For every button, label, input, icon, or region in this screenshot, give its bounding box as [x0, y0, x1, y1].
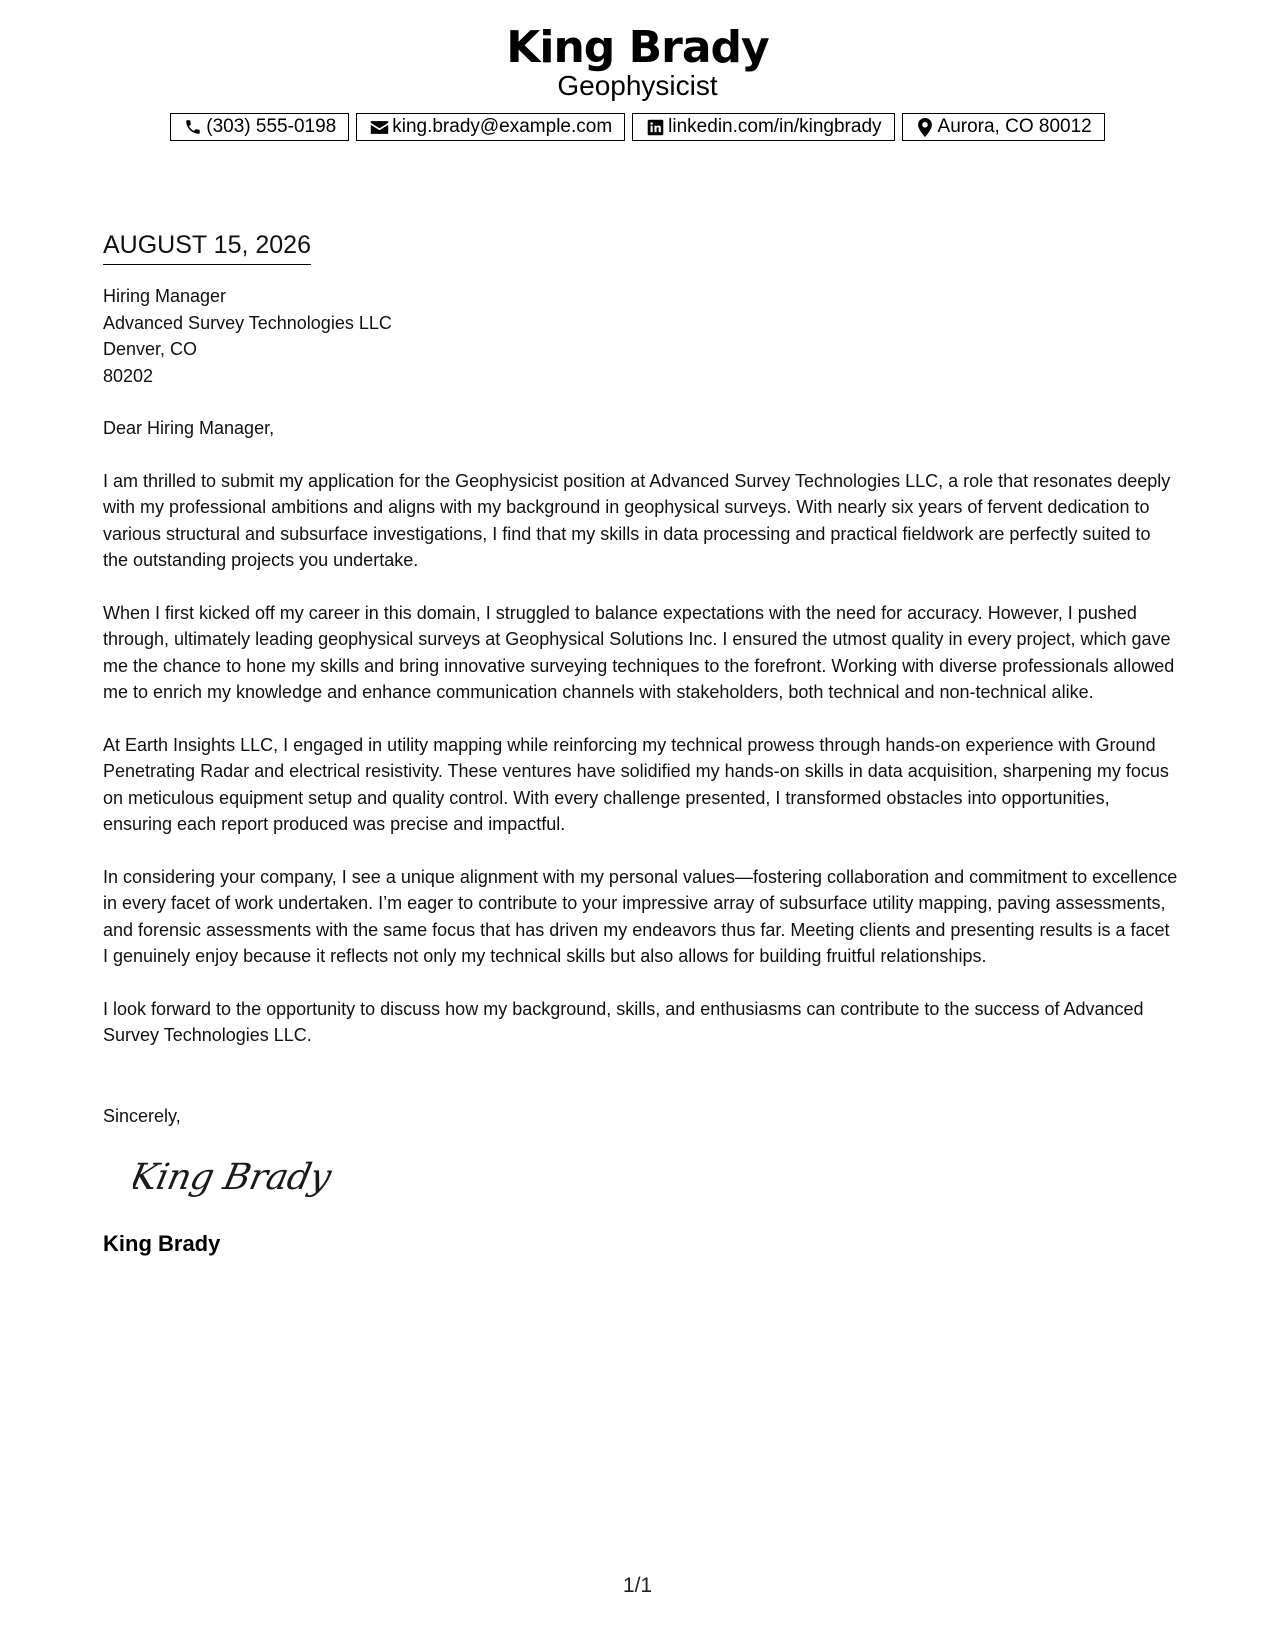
closing: Sincerely, [103, 1105, 181, 1126]
salutation: Dear Hiring Manager, [103, 418, 275, 438]
contact-location[interactable] [902, 113, 1105, 141]
recipient-zip: 80202 [103, 365, 154, 386]
letter-body [103, 228, 1178, 1258]
page-number: 1/1 [622, 1574, 653, 1597]
paragraph: In considering your company, I see a unique alignment with my personal values—fostering collaboration and commitment to excellence in every facet of work undertaken. I’m eager to contribute to your impressive array of subsurface utility mapping, paving assessments, and forensic assessments with the same focus that has driven my endeavors thus far. Meeting clients and presenting results is a facet I genuinely enjoy because it reflects not only my technical skills but also allows for building fruitful relationships. [103, 866, 1178, 966]
contact-email[interactable] [356, 113, 625, 141]
phone-icon [183, 117, 203, 137]
paragraph: I look forward to the opportunity to discuss how my background, skills, and enthusiasms can contribute to the success of Advanced Survey Technologies LLC. [103, 998, 1144, 1045]
contact-linkedin[interactable] [632, 113, 894, 141]
contact-linkedin-text: linkedin.com/in/kingbrady [668, 116, 882, 137]
applicant-name: King Brady [506, 22, 769, 73]
recipient-company: Advanced Survey Technologies LLC [103, 312, 392, 333]
linkedin-icon [645, 117, 665, 137]
handwritten-signature [133, 1147, 373, 1207]
letter-date: AUGUST 15, 2026 [103, 228, 311, 265]
envelope-icon [369, 117, 389, 137]
contact-phone[interactable] [170, 113, 349, 141]
applicant-title: Geophysicist [557, 70, 718, 101]
map-pin-icon [915, 117, 935, 137]
contact-location-text: Aurora, CO 80012 [937, 116, 1092, 137]
letter-header [0, 22, 1275, 102]
paragraph: At Earth Insights LLC, I engaged in utility mapping while reinforcing my technical prowess through hands-on experience with Ground Penetrating Radar and electrical resistivity. These ventures have solidified my hands-on skills in data acquisition, sharpening my focus on meticulous equipment setup and quality control. With every challenge presented, I transformed obstacles into opportunities, ensuring each report produced was precise and impactful. [103, 734, 1169, 834]
contact-email-text: king.brady@example.com [392, 116, 613, 137]
paragraph: I am thrilled to submit my application for the Geophysicist position at Advanced Survey Technologies LLC, a role that resonates deeply with my professional ambitions and aligns with my background in geophysical surveys. With nearly six years of fervent dedication to various structural and subsurface investigations, I find that my skills in data processing and practical fieldwork are perfectly suited to the outstanding projects you undertake. [103, 470, 1171, 570]
contact-phone-text: (303) 555-0198 [206, 116, 337, 137]
recipient-name: Hiring Manager [103, 286, 227, 306]
recipient-city: Denver, CO [103, 339, 198, 359]
recipient-block [103, 283, 1178, 389]
paragraph: When I first kicked off my career in this domain, I struggled to balance expectations with the need for accuracy. However, I pushed through, ultimately leading geophysical surveys at Geophysical Solutions Inc. I ensured the utmost quality in every project, which gave me the chance to hone my skills and bring innovative surveying techniques to the forefront. Working with diverse professionals allowed me to enrich my knowledge and enhance communication channels with stakeholders, both technical and non-technical alike. [103, 602, 1175, 702]
signature-text: King Brady [133, 1155, 335, 1198]
signed-name: King Brady [103, 1231, 221, 1256]
contact-bar [0, 113, 1275, 141]
